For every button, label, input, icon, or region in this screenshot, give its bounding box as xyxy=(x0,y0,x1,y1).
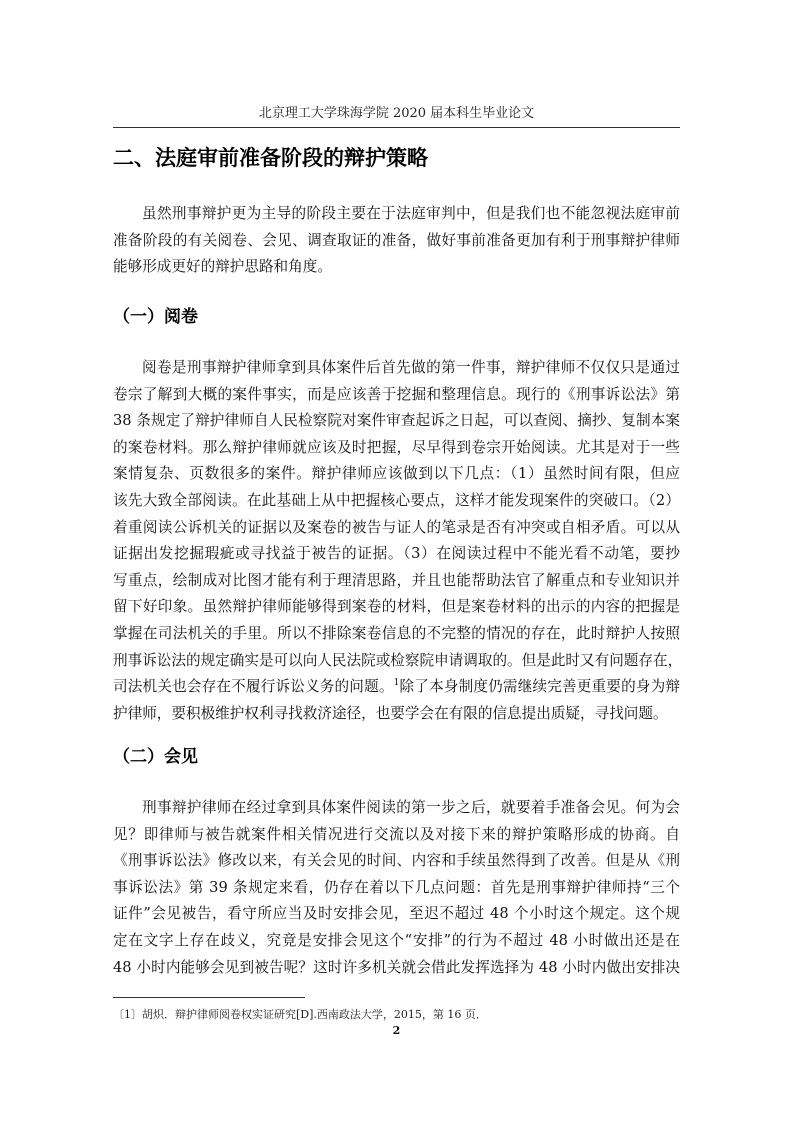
paragraph-line: 虽然刑事辩护更为主导的阶段主要在于法庭审判中，但是我们也不能忽视法庭审前 xyxy=(142,205,680,222)
paragraph-line: 《刑事诉讼法》修改以来，有关会见的时间、内容和手续虽然得到了改善。但是从《刑 xyxy=(113,852,680,870)
subsection-title-meeting: （二）会见 xyxy=(113,747,198,767)
subsection-title-reading: （一）阅卷 xyxy=(113,307,198,327)
paragraph-line: 38 条规定了辩护律师自人民检察院对案件审查起诉之日起，可以查阅、摘抄、复制本案 xyxy=(113,412,680,430)
paragraph-line: 48 小时内能够会见到被告呢？这时许多机关就会借此发挥选择为 48 小时内做出安排决 xyxy=(113,958,680,976)
paragraph-text: 司法机关也会存在不履行诉讼义务的问题。 xyxy=(113,678,394,696)
paragraph-line: 定在文字上存在歧义，究竟是安排会见这个“安排”的行为不超过 48 小时做出还是在 xyxy=(113,931,680,949)
paragraph-line: 护律师，要积极维护权利寻找救济途径，也要学会在有限的信息提出质疑，寻找问题。 xyxy=(113,704,668,722)
paragraph-line: 卷宗了解到大概的案件事实，而是应该善于挖掘和整理信息。现行的《刑事诉讼法》第 xyxy=(113,385,680,403)
paragraph-line: 见？即律师与被告就案件相关情况进行交流以及对接下来的辩护策略形成的协商。自 xyxy=(113,825,680,843)
paragraph-line: 能够形成更好的辩护思路和角度。 xyxy=(113,258,332,276)
running-header: 北京理工大学珠海学院 2020 届本科生毕业论文 xyxy=(258,106,535,121)
paragraph-line: 着重阅读公诉机关的证据以及案卷的被告与证人的笔录是否有冲突或自相矛盾。可以从 xyxy=(113,518,680,536)
paragraph-line: 事诉讼法》第 39 条规定来看，仍存在着以下几点问题：首先是刑事辩护律师持“三个 xyxy=(113,878,680,896)
paragraph-text: 除了本身制度仍需继续完善更重要的身为辩 xyxy=(399,678,680,696)
paragraph-line: 证据出发挖掘瑕疵或寻找益于被告的证据。（3）在阅读过程中不能光看不动笔，要抄 xyxy=(113,545,680,563)
paragraph-line-with-footnote xyxy=(113,674,680,701)
paragraph-line: 掌握在司法机关的手里。所以不排除案卷信息的不完整的情况的存在，此时辩护人按照 xyxy=(113,624,680,642)
paragraph-line: 阅卷是刑事辩护律师拿到具体案件后首先做的第一件事，辩护律师不仅仅只是通过 xyxy=(142,359,680,376)
paragraph-line: 准备阶段的有关阅卷、会见、调查取证的准备，做好事前准备更加有利于刑事辩护律师 xyxy=(113,231,680,249)
paragraph-line: 证件”会见被告，看守所应当及时安排会见，至迟不超过 48 个小时这个规定。这个规 xyxy=(113,905,680,923)
paragraph-line: 刑事诉讼法的规定确实是可以向人民法院或检察院申请调取的。但是此时又有问题存在， xyxy=(113,651,683,669)
page-number: 2 xyxy=(392,1024,401,1037)
paragraph-line: 的案卷材料。那么辩护律师就应该及时把握，尽早得到卷宗开始阅读。尤其是对于一些 xyxy=(113,438,680,456)
paragraph-line: 该先大致全部阅读。在此基础上从中把握核心要点，这样才能发现案件的突破口。（2） xyxy=(113,491,680,509)
header-rule xyxy=(113,127,680,128)
footnote-rule xyxy=(113,997,305,998)
paragraph-line: 写重点，绘制成对比图才能有利于理清思路，并且也能帮助法官了解重点和专业知识并 xyxy=(113,571,680,589)
section-title: 二、法庭审前准备阶段的辩护策略 xyxy=(113,146,428,170)
footnote: 〔1〕胡炽．辩护律师阅卷权实证研究[D].西南政法大学，2015，第 16 页． xyxy=(113,1008,487,1021)
meeting-paragraph xyxy=(113,795,680,981)
intro-paragraph xyxy=(113,201,680,281)
reading-paragraph xyxy=(113,355,683,727)
footnote-marker[interactable]: 1 xyxy=(393,678,400,689)
paragraph-line: 刑事辩护律师在经过拿到具体案件阅读的第一步之后，就要着手准备会见。何为会 xyxy=(142,799,680,816)
paragraph-line: 留下好印象。虽然辩护律师能够得到案卷的材料，但是案卷材料的出示的内容的把握是 xyxy=(113,598,680,616)
paragraph-line: 案情复杂、页数很多的案件。辩护律师应该做到以下几点：（1）虽然时间有限，但应 xyxy=(113,465,680,483)
